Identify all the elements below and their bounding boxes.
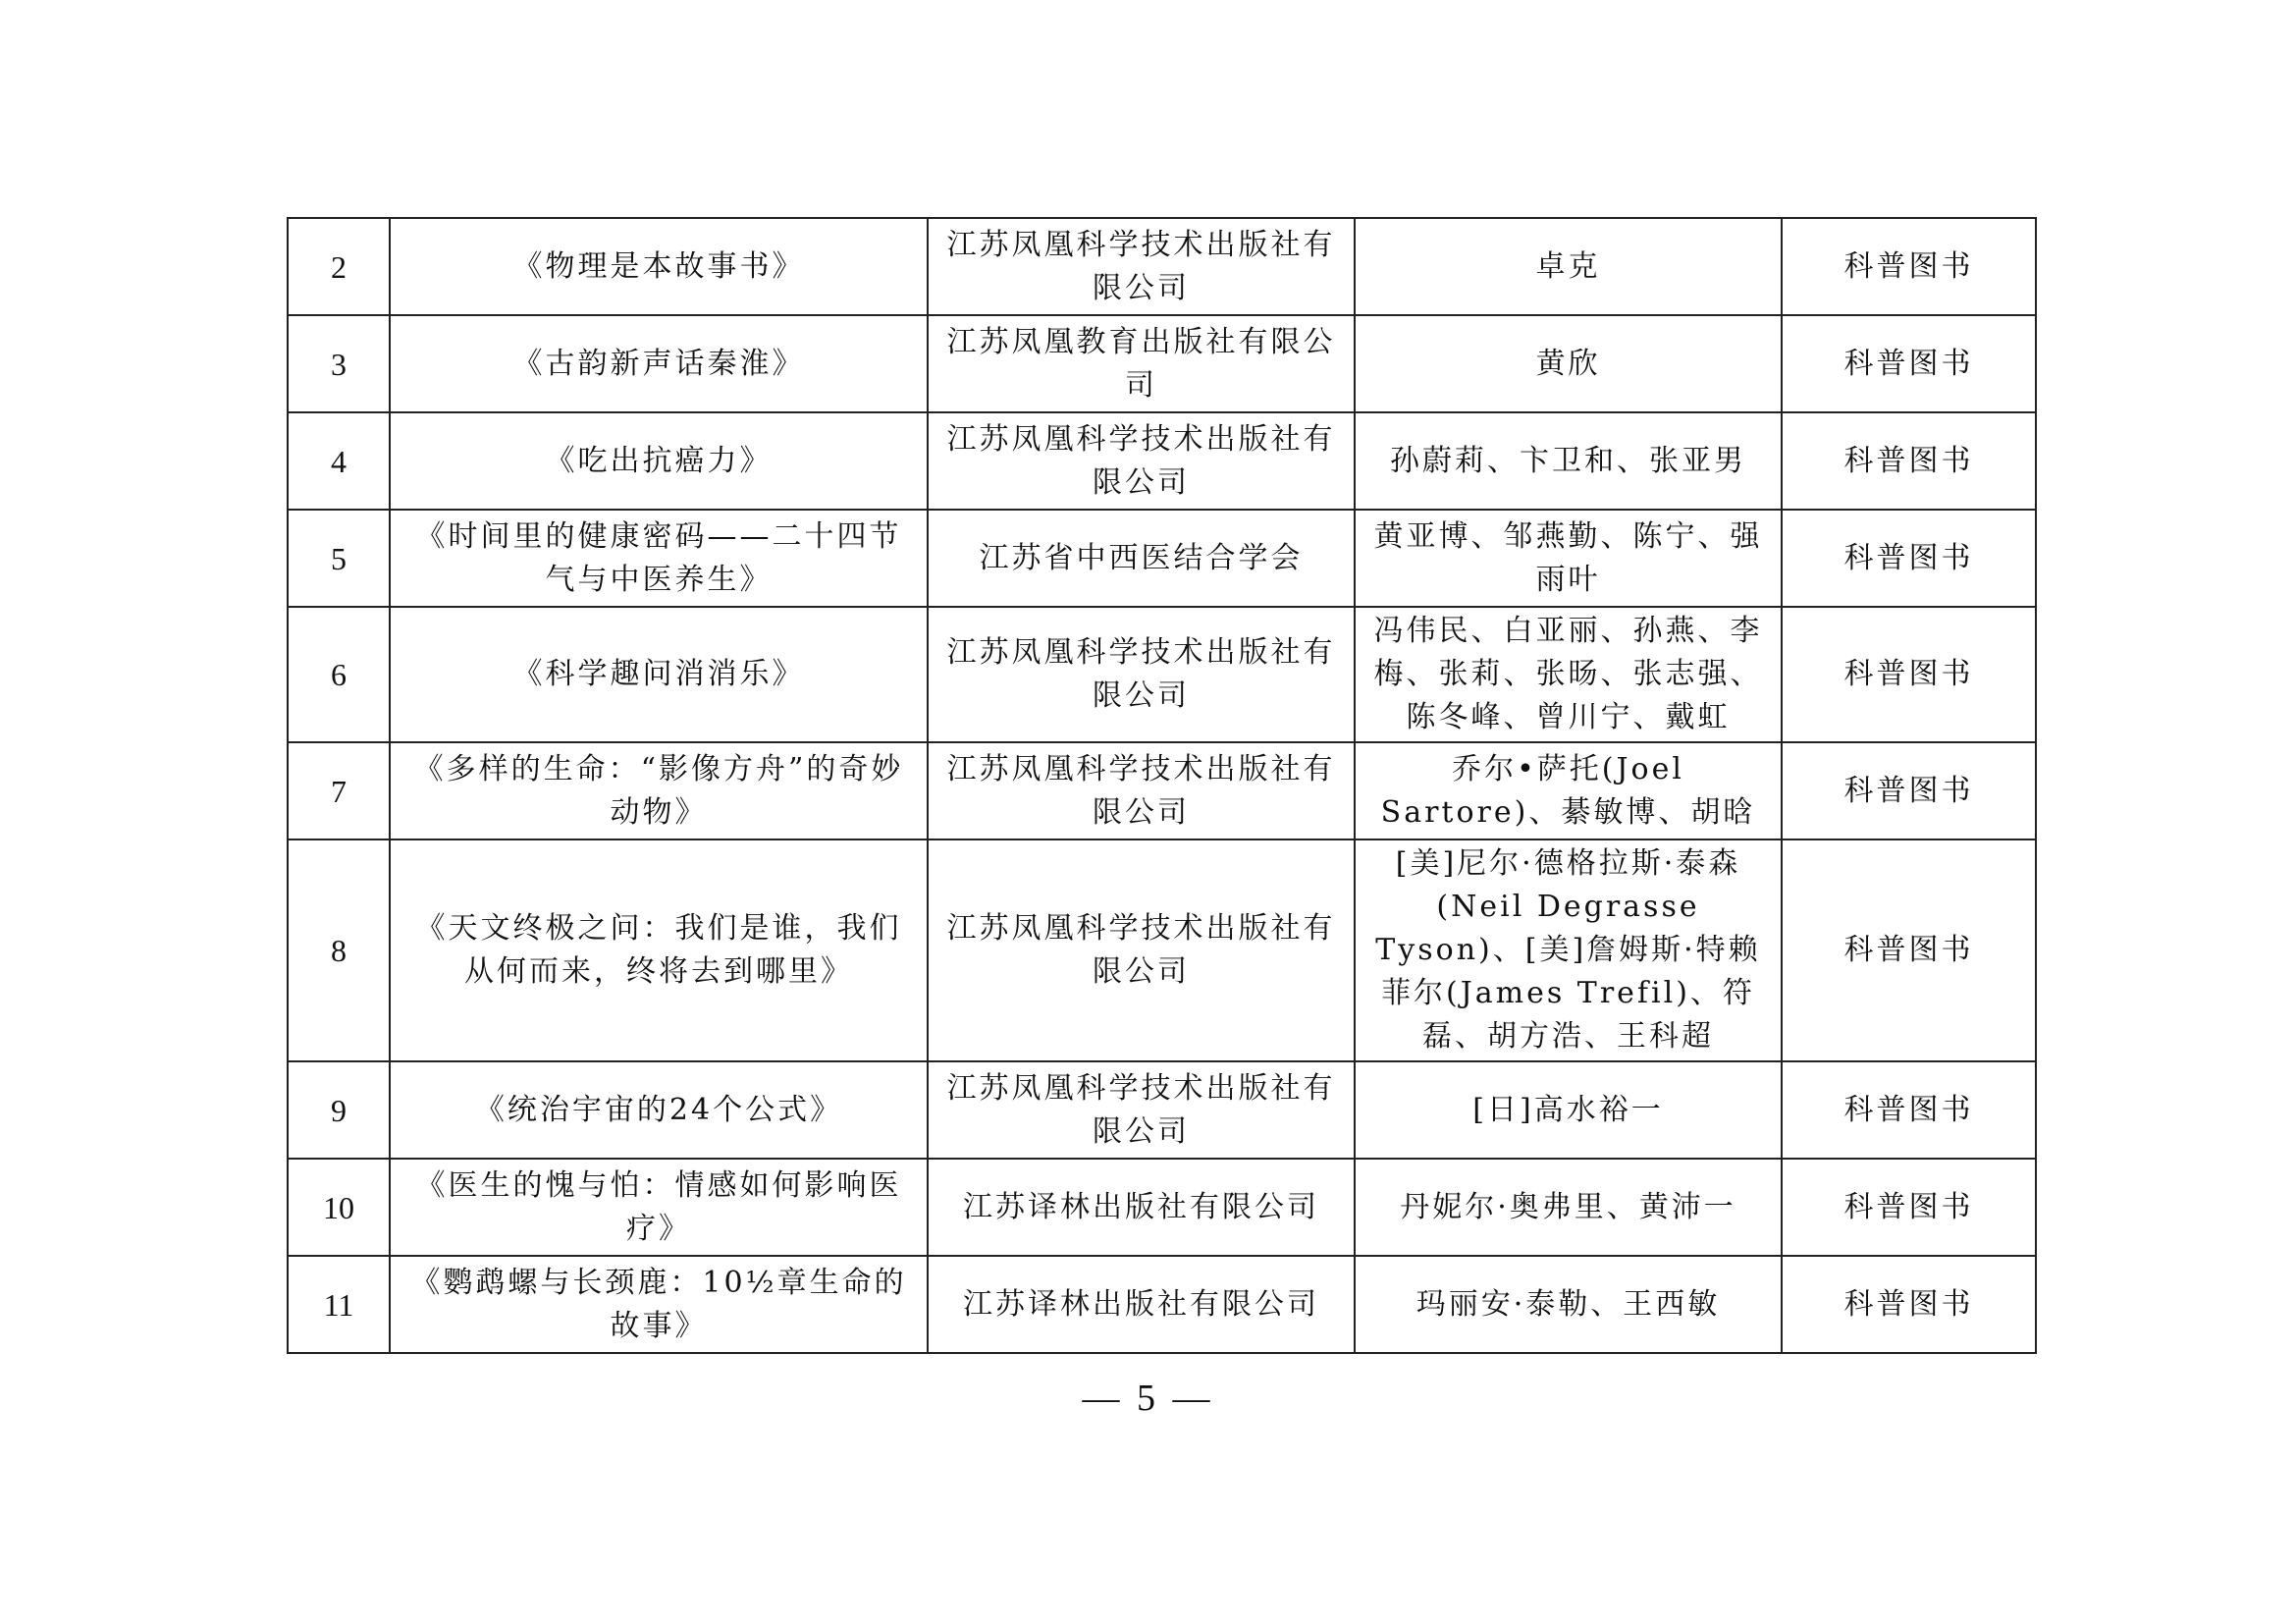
- table-row: [288, 218, 2036, 315]
- category: 科普图书: [1782, 1256, 2036, 1353]
- authors: 乔尔•萨托(Joel Sartore)、綦敏博、胡晗: [1355, 742, 1782, 839]
- authors: [日]高水裕一: [1355, 1061, 1782, 1159]
- book-title: 《多样的生命：“影像方舟”的奇妙动物》: [390, 742, 928, 839]
- row-number: 8: [288, 839, 390, 1061]
- category: 科普图书: [1782, 1061, 2036, 1159]
- publisher: 江苏凤凰科学技术出版社有限公司: [928, 218, 1355, 315]
- row-number: 9: [288, 1061, 390, 1159]
- publisher: 江苏译林出版社有限公司: [928, 1159, 1355, 1256]
- row-number: 4: [288, 412, 390, 510]
- table-row: [288, 510, 2036, 607]
- row-number: 2: [288, 218, 390, 315]
- row-number: 10: [288, 1159, 390, 1256]
- publisher: 江苏译林出版社有限公司: [928, 1256, 1355, 1353]
- authors: 丹妮尔·奥弗里、黄沛一: [1355, 1159, 1782, 1256]
- publisher: 江苏凤凰科学技术出版社有限公司: [928, 412, 1355, 510]
- publisher: 江苏凤凰科学技术出版社有限公司: [928, 1061, 1355, 1159]
- table-row: [288, 315, 2036, 412]
- book-title: 《时间里的健康密码——二十四节气与中医养生》: [390, 510, 928, 607]
- book-title: 《医生的愧与怕：情感如何影响医疗》: [390, 1159, 928, 1256]
- table-row: [288, 1159, 2036, 1256]
- authors: 玛丽安·泰勒、王西敏: [1355, 1256, 1782, 1353]
- table-row: [288, 1061, 2036, 1159]
- book-title: 《天文终极之问：我们是谁，我们从何而来，终将去到哪里》: [390, 839, 928, 1061]
- row-number: 6: [288, 607, 390, 742]
- authors: 黄亚博、邹燕勤、陈宁、强雨叶: [1355, 510, 1782, 607]
- authors: 孙蔚莉、卞卫和、张亚男: [1355, 412, 1782, 510]
- book-title: 《吃出抗癌力》: [390, 412, 928, 510]
- row-number: 5: [288, 510, 390, 607]
- publisher: 江苏凤凰科学技术出版社有限公司: [928, 742, 1355, 839]
- category: 科普图书: [1782, 510, 2036, 607]
- row-number: 11: [288, 1256, 390, 1353]
- book-title: 《鹦鹉螺与长颈鹿：10½章生命的故事》: [390, 1256, 928, 1353]
- row-number: 3: [288, 315, 390, 412]
- table-row: [288, 839, 2036, 1061]
- row-number: 7: [288, 742, 390, 839]
- page-number: — 5 —: [1082, 1378, 1214, 1419]
- table-row: [288, 607, 2036, 742]
- authors: 黄欣: [1355, 315, 1782, 412]
- category: 科普图书: [1782, 1159, 2036, 1256]
- book-title: 《科学趣问消消乐》: [390, 607, 928, 742]
- authors: 卓克: [1355, 218, 1782, 315]
- publisher: 江苏凤凰教育出版社有限公司: [928, 315, 1355, 412]
- awards-table: [287, 217, 2037, 1354]
- table-row: [288, 1256, 2036, 1353]
- book-title: 《统治宇宙的24个公式》: [390, 1061, 928, 1159]
- category: 科普图书: [1782, 412, 2036, 510]
- table-body: [288, 218, 2036, 1353]
- book-title: 《古韵新声话秦淮》: [390, 315, 928, 412]
- book-title: 《物理是本故事书》: [390, 218, 928, 315]
- publisher: 江苏凤凰科学技术出版社有限公司: [928, 839, 1355, 1061]
- table-row: [288, 742, 2036, 839]
- publisher: 江苏凤凰科学技术出版社有限公司: [928, 607, 1355, 742]
- category: 科普图书: [1782, 742, 2036, 839]
- authors: [美]尼尔·德格拉斯·泰森(Neil Degrasse Tyson)、[美]詹姆斯·特赖菲尔(James Trefil)、符磊、胡方浩、王科超: [1355, 839, 1782, 1061]
- category: 科普图书: [1782, 839, 2036, 1061]
- category: 科普图书: [1782, 607, 2036, 742]
- publisher: 江苏省中西医结合学会: [928, 510, 1355, 607]
- category: 科普图书: [1782, 315, 2036, 412]
- category: 科普图书: [1782, 218, 2036, 315]
- table-row: [288, 412, 2036, 510]
- authors: 冯伟民、白亚丽、孙燕、李梅、张莉、张旸、张志强、陈冬峰、曾川宁、戴虹: [1355, 607, 1782, 742]
